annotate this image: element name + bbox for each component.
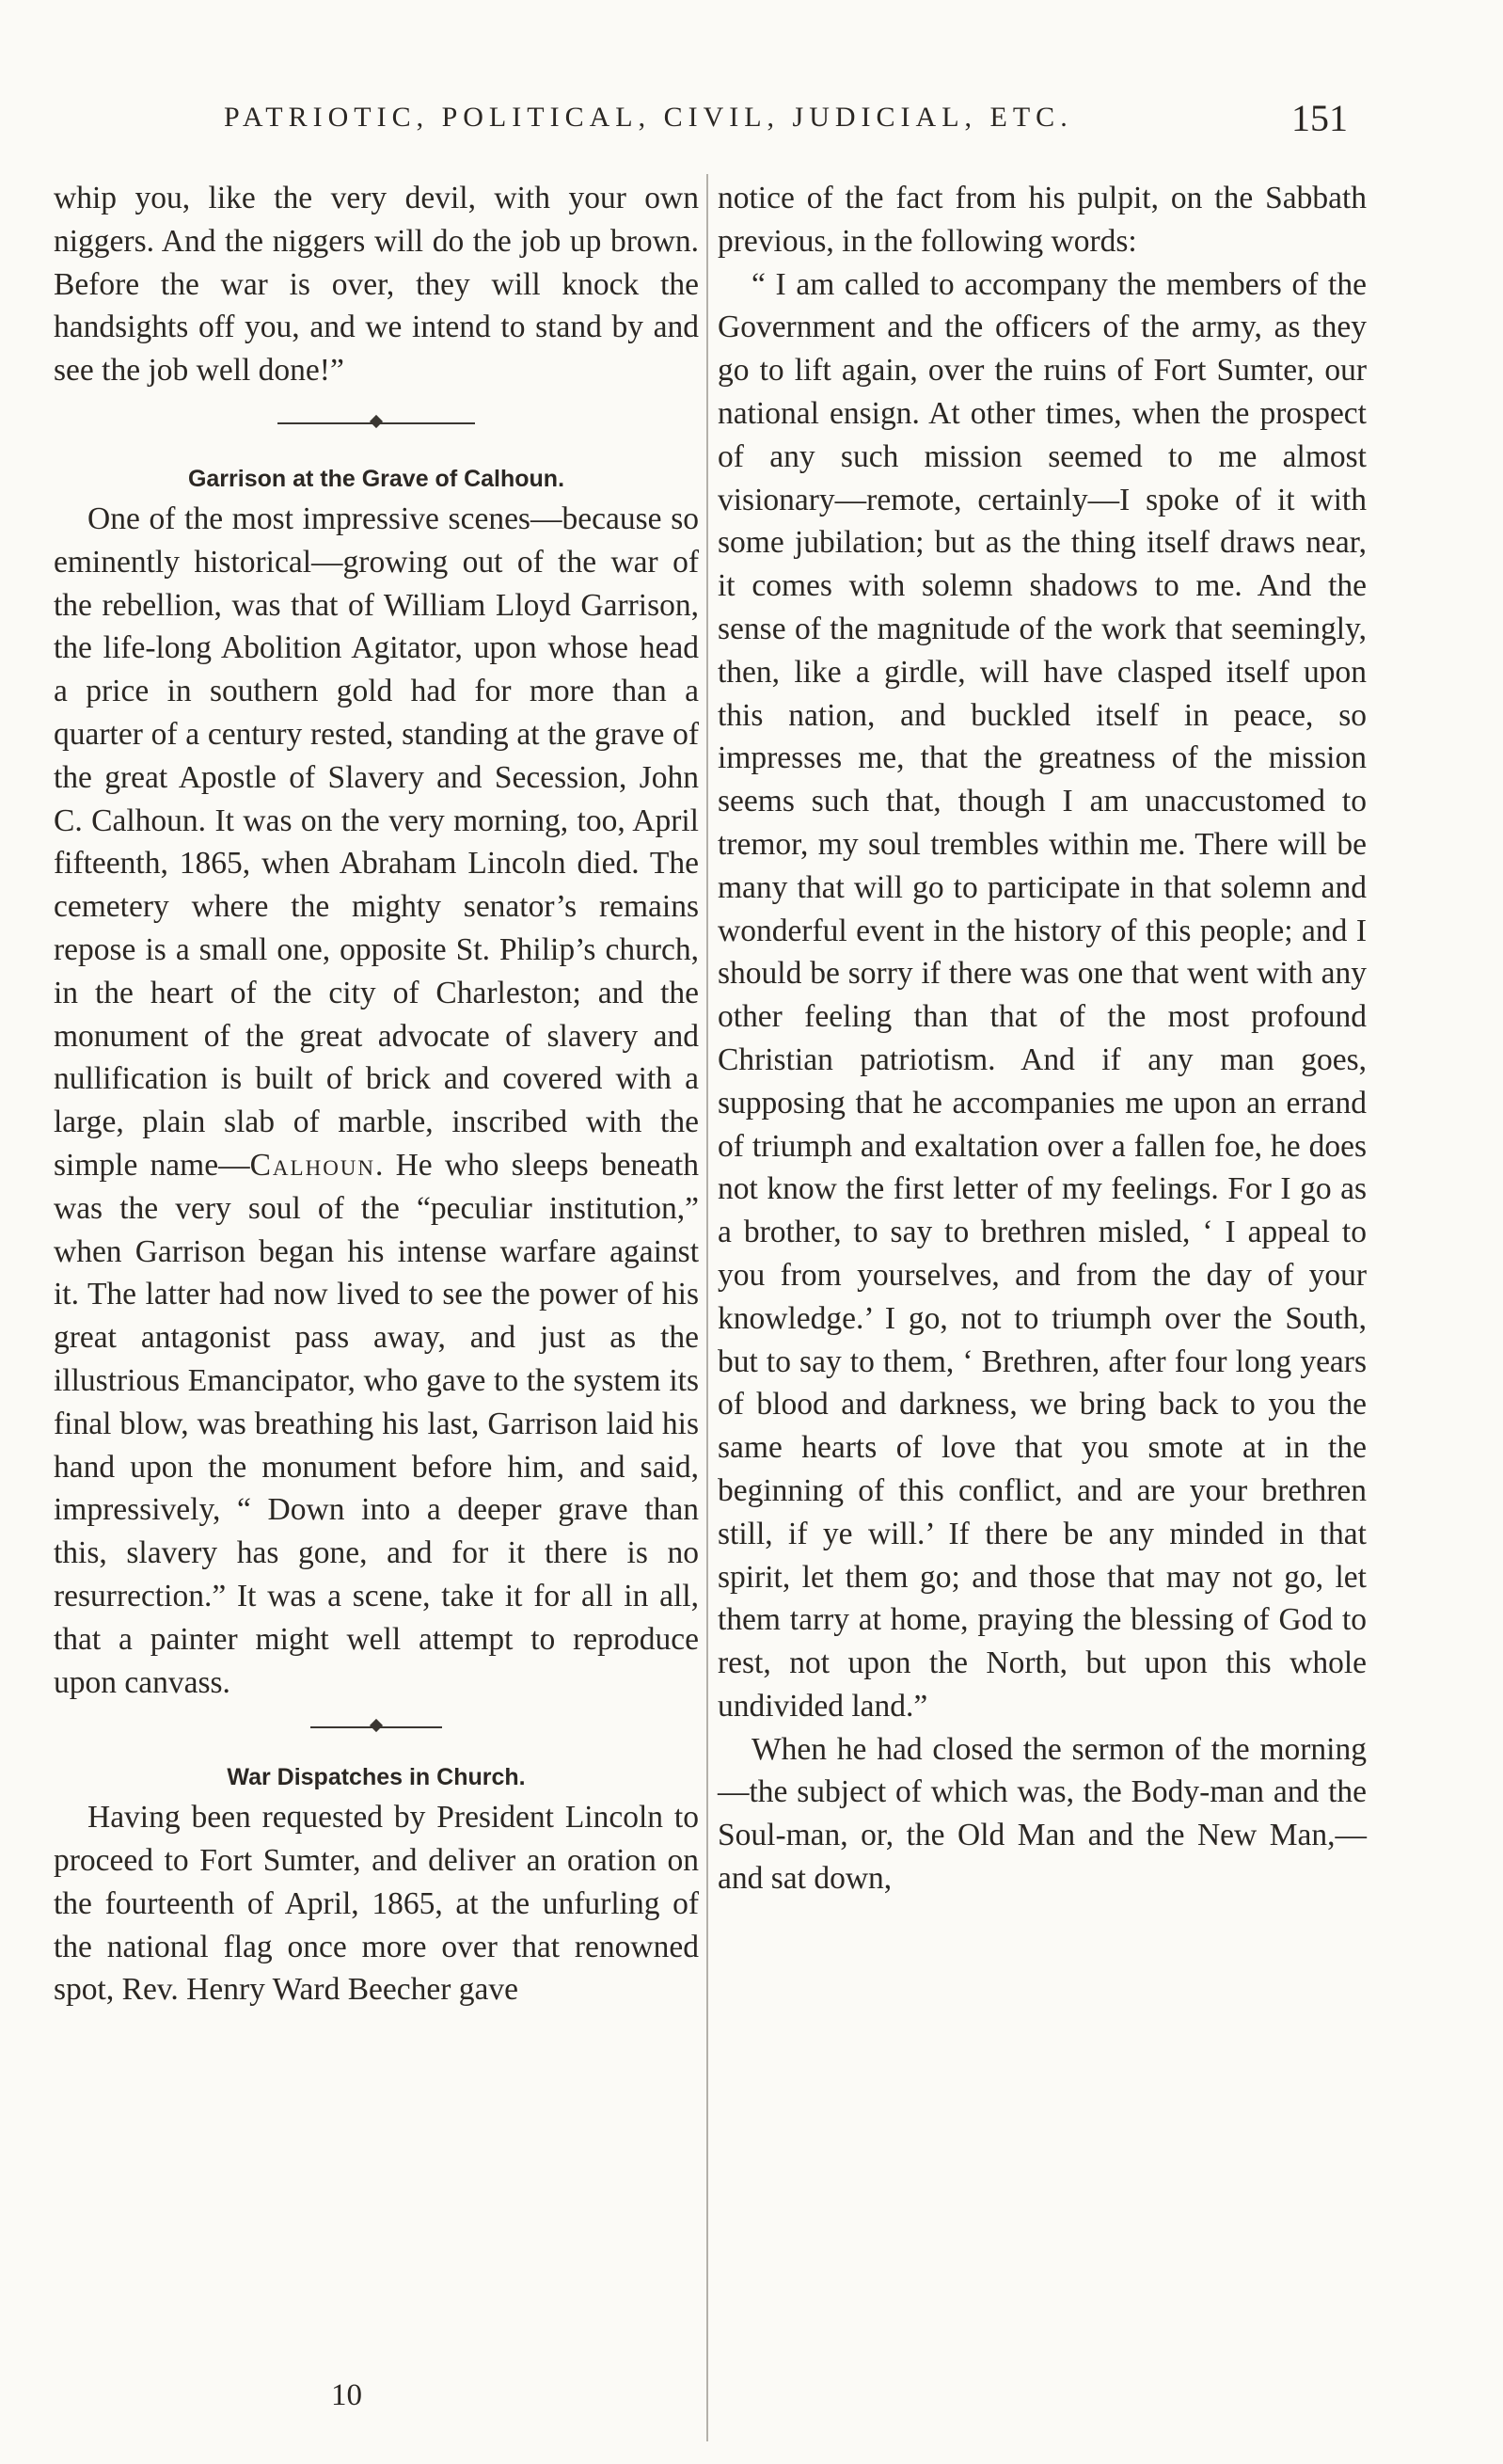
continued-paragraph: notice of the fact from his pulpit, on the Sabbath previous, in the following words: [718, 181, 1367, 259]
section-paragraph [54, 498, 699, 1704]
continued-paragraph: whip you, like the very devil, with your own niggers. And the niggers will do the job up brown. Before the war is over, they will knock the handsights off you, and we intend to stand by and see the job well done!” [54, 181, 699, 389]
section-divider [310, 1717, 442, 1738]
section-divider [277, 413, 475, 434]
inscribed-name: Calhoun [249, 1147, 376, 1183]
left-column [54, 177, 699, 2011]
section-heading: War Dispatches in Church. [227, 1764, 526, 1791]
running-title: PATRIOTIC, POLITICAL, CIVIL, JUDICIAL, ETC. [224, 102, 1073, 133]
section-heading: Garrison at the Grave of Calhoun. [187, 465, 565, 492]
right-column [718, 177, 1367, 1900]
signature-mark: 10 [331, 2378, 362, 2412]
quoted-paragraph: “ I am called to accompany the members of the Government and the officers of the army, as they go to lift again, over the ruins of Fort Sumter, our national ensign. At other times, when the prospect of any such mission seemed to me almost visionary—remote, certainly—I spoke of it with some jubilation; but as the thing itself draws near, it comes with solemn shadows to me. And the sense of the magnitude of the work that seemingly, then, like a girdle, will have clasped itself upon this nation, and buckled itself in peace, so impresses me, that the greatness of the mission seems such that, though I am unaccustomed to tremor, my soul trembles within me. There will be many that will go to participate in that solemn and wonderful event in the history of this people; and I should be sorry if there was one that went with any other feeling than that of the most profound Christian patriotism. And if any man goes, supposing that he accompanies me upon an errand of triumph and exaltation over a fallen foe, he does not know the first letter of my feelings. For I go as a brother, to say to brethren misled, ‘ I appeal to you from yourselves, and from the day of your knowledge.’ I go, not to triumph over the South, but to say to them, ‘ Brethren, after four long years of blood and darkness, we bring back to you the same hearts of love that you smote at in the beginning of this conflict, and are your brethren still, if ye will.’ If there be any minded in that spirit, let them go; and those that may not go, let them tarry at home, praying the blessing of God to rest, not upon the North, but upon this whole undivided land.” [718, 266, 1367, 1724]
paragraph-text: One of the most impressive scenes—because so eminently historical—growing out of the war of the rebellion, was that of William Lloyd Garrison, the life-long Abolition Agitator, upon whose head a price in southern gold had for more than a quarter of a century rested, standing at the grave of the great Apostle of Slavery and Secession, John C. Calhoun. It was on the very morning, too, April fifteenth, 1865, when Abraham Lincoln died. The cemetery where the mighty senator’s remains repose is a small one, opposite St. Philip’s church, in the heart of the city of Charleston; and the monument of the great advocate of slavery and nullification is built of brick and covered with a large, plain slab of marble, inscribed with the simple name— [54, 501, 699, 1183]
section-paragraph: Having been requested by President Lincoln to proceed to Fort Sumter, and deliver an oration on the fourteenth of April, 1865, at the unfurling of the national flag once more over that renowned spot, Rev. Henry Ward Beecher gave [54, 1800, 699, 2008]
column-divider [706, 174, 708, 2441]
paragraph: When he had closed the sermon of the morning—the subject of which was, the Body-man and the Soul-man, or, the Old Man and the New Man,—and sat down, [718, 1731, 1367, 1897]
page-number: 151 [1291, 97, 1348, 139]
paragraph-text: . He who sleeps beneath was the very soul of the “peculiar institution,” when Garrison began his intense warfare against it. The latter had now lived to see the power of his great antagonist pass away, and just as the illustrious Emancipator, who gave to the system its final blow, was breathing his last, Garrison laid his hand upon the monument before him, and said, impressively, “ Down into a deeper grave than this, slavery has gone, and for it there is no resurrection.” It was a scene, take it for all in all, that a painter might well attempt to reproduce upon canvass. [54, 1147, 699, 1700]
running-head [224, 97, 1348, 139]
